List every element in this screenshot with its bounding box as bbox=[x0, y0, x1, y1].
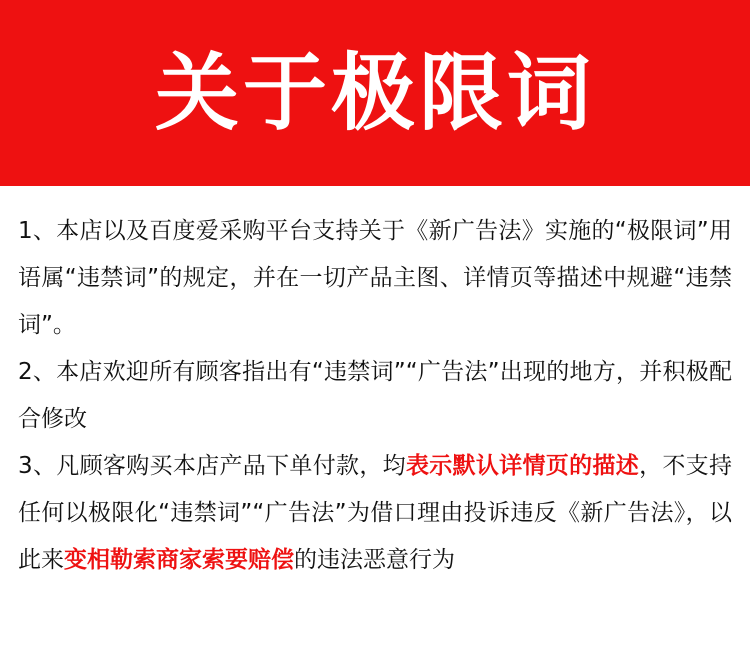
paragraph-3 bbox=[18, 443, 732, 584]
body-text-run: 1、本店以及百度爱采购平台支持关于《新广告法》实施的“极限词”用语属“违禁词”的规定，并在一切产品主图、详情页等描述中规避“违禁词”。 bbox=[18, 218, 732, 338]
body-text-run: 的违法恶意行为 bbox=[294, 547, 455, 573]
notice-body bbox=[0, 186, 750, 584]
body-text-run: 3、凡顾客购买本店产品下单付款，均 bbox=[18, 453, 406, 479]
paragraph-1 bbox=[18, 208, 732, 349]
banner-header bbox=[0, 0, 750, 186]
highlighted-text: 变相勒索商家索要赔偿 bbox=[64, 547, 294, 573]
body-text-run: ，不支持任何以极限化“违禁词”“广告法”为借口理由投诉违反《新广告法》，以此来 bbox=[18, 453, 732, 573]
highlighted-text: 表示默认详情页的描述 bbox=[405, 453, 640, 479]
body-text-run: 2、本店欢迎所有顾客指出有“违禁词”“广告法”出现的地方，并积极配合修改 bbox=[18, 359, 732, 432]
page-title: 关于极限词 bbox=[154, 44, 595, 142]
paragraph-2 bbox=[18, 349, 732, 443]
